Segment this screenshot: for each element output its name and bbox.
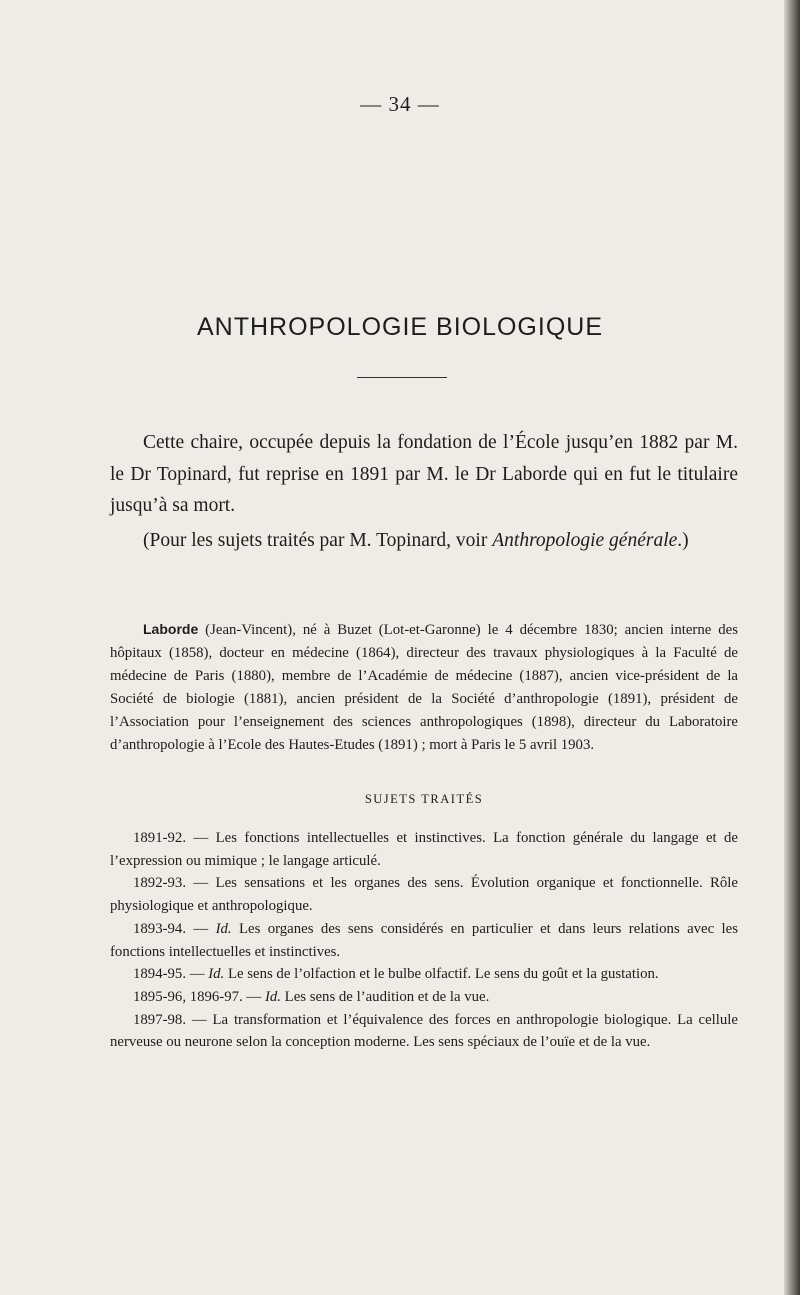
subject-years: 1895-96, 1896-97. —: [133, 988, 265, 1005]
subject-years: 1894-95. —: [133, 966, 209, 983]
intro-note-end: .): [677, 530, 689, 551]
intro-paragraph: Cette chaire, occupée depuis la fondation de l’École jusqu’en 1882 par M. le Dr Topinard, fut reprise en 1891 par M. le Dr Laborde qui en fut le titulaire jusqu’à sa mort.: [110, 432, 738, 516]
subject-years: 1893-94. —: [133, 920, 216, 937]
subject-entry: [110, 986, 738, 1009]
subject-text: Les sens de l’audition et de la vue.: [280, 988, 490, 1005]
subject-text: Le sens de l’olfaction et le bulbe olfactif. Le sens du goût et la gustation.: [224, 966, 659, 983]
subject-entry: [110, 827, 738, 872]
subjects-heading: SUJETS TRAITÉS: [364, 792, 484, 806]
title-divider: [357, 377, 447, 378]
intro-note: [110, 525, 738, 557]
intro-note-reference: Anthropologie générale: [492, 530, 678, 551]
subject-text: — Les sensations et les organes des sens. Évolution organique et fonctionnelle. Rôle physiologique et anthropologique.: [110, 875, 738, 915]
subject-years: 1892-93.: [133, 875, 187, 892]
subject-entry: [110, 1009, 738, 1054]
biography-text: (Jean-Vincent), né à Buzet (Lot-et-Garonne) le 4 décembre 1830; ancien interne des hôpitaux (1858), docteur en médecine (1864), directeur des travaux physiologiques à la Faculté de médecine de Paris (1880), membre de l’Académie de médecine (1887), ancien vice-président de la Société de biologie (1881), ancien président de la Société d’anthropologie (1891), président de l’Association pour l’enseignement des sciences anthropologiques (1898), directeur du Laboratoire d’anthropologie à l’Ecole des Hautes-Etudes (1891) ; mort à Paris le 5 avril 1903.: [110, 622, 738, 753]
subjects-list: [110, 827, 738, 1054]
subject-years: 1897-98.: [133, 1011, 187, 1028]
subject-id-mark: Id.: [264, 988, 281, 1005]
subject-id-mark: Id.: [208, 966, 225, 983]
subject-id-mark: Id.: [215, 920, 232, 937]
intro-note-text: (Pour les sujets traités par M. Topinard, voir: [143, 530, 493, 551]
subject-entry: [110, 963, 738, 986]
chapter-title: ANTHROPOLOGIE BIOLOGIQUE: [196, 313, 604, 341]
subject-text: — Les fonctions intellectuelles et instinctives. La fonction générale du langage et de l’expression ou mimique ; le langage articulé.: [110, 830, 738, 869]
subject-text: — La transformation et l’équivalence des forces en anthropologie biologique. La cellule nerveuse ou neurone selon la conception moderne. Les sens spéciaux de l’ouïe et de la vue.: [110, 1011, 738, 1051]
page-number: — 34 —: [360, 92, 440, 116]
biography-name: Laborde: [143, 621, 199, 637]
subject-text: Les organes des sens considérés en particulier et dans leurs relations avec les fonctions intellectuelles et instinctives.: [110, 920, 738, 960]
biography-paragraph: [110, 618, 738, 757]
subject-years: 1891-92.: [133, 830, 187, 846]
subject-entry: [110, 918, 738, 963]
page-edge-shadow: [784, 0, 800, 1295]
subject-entry: [110, 872, 738, 917]
